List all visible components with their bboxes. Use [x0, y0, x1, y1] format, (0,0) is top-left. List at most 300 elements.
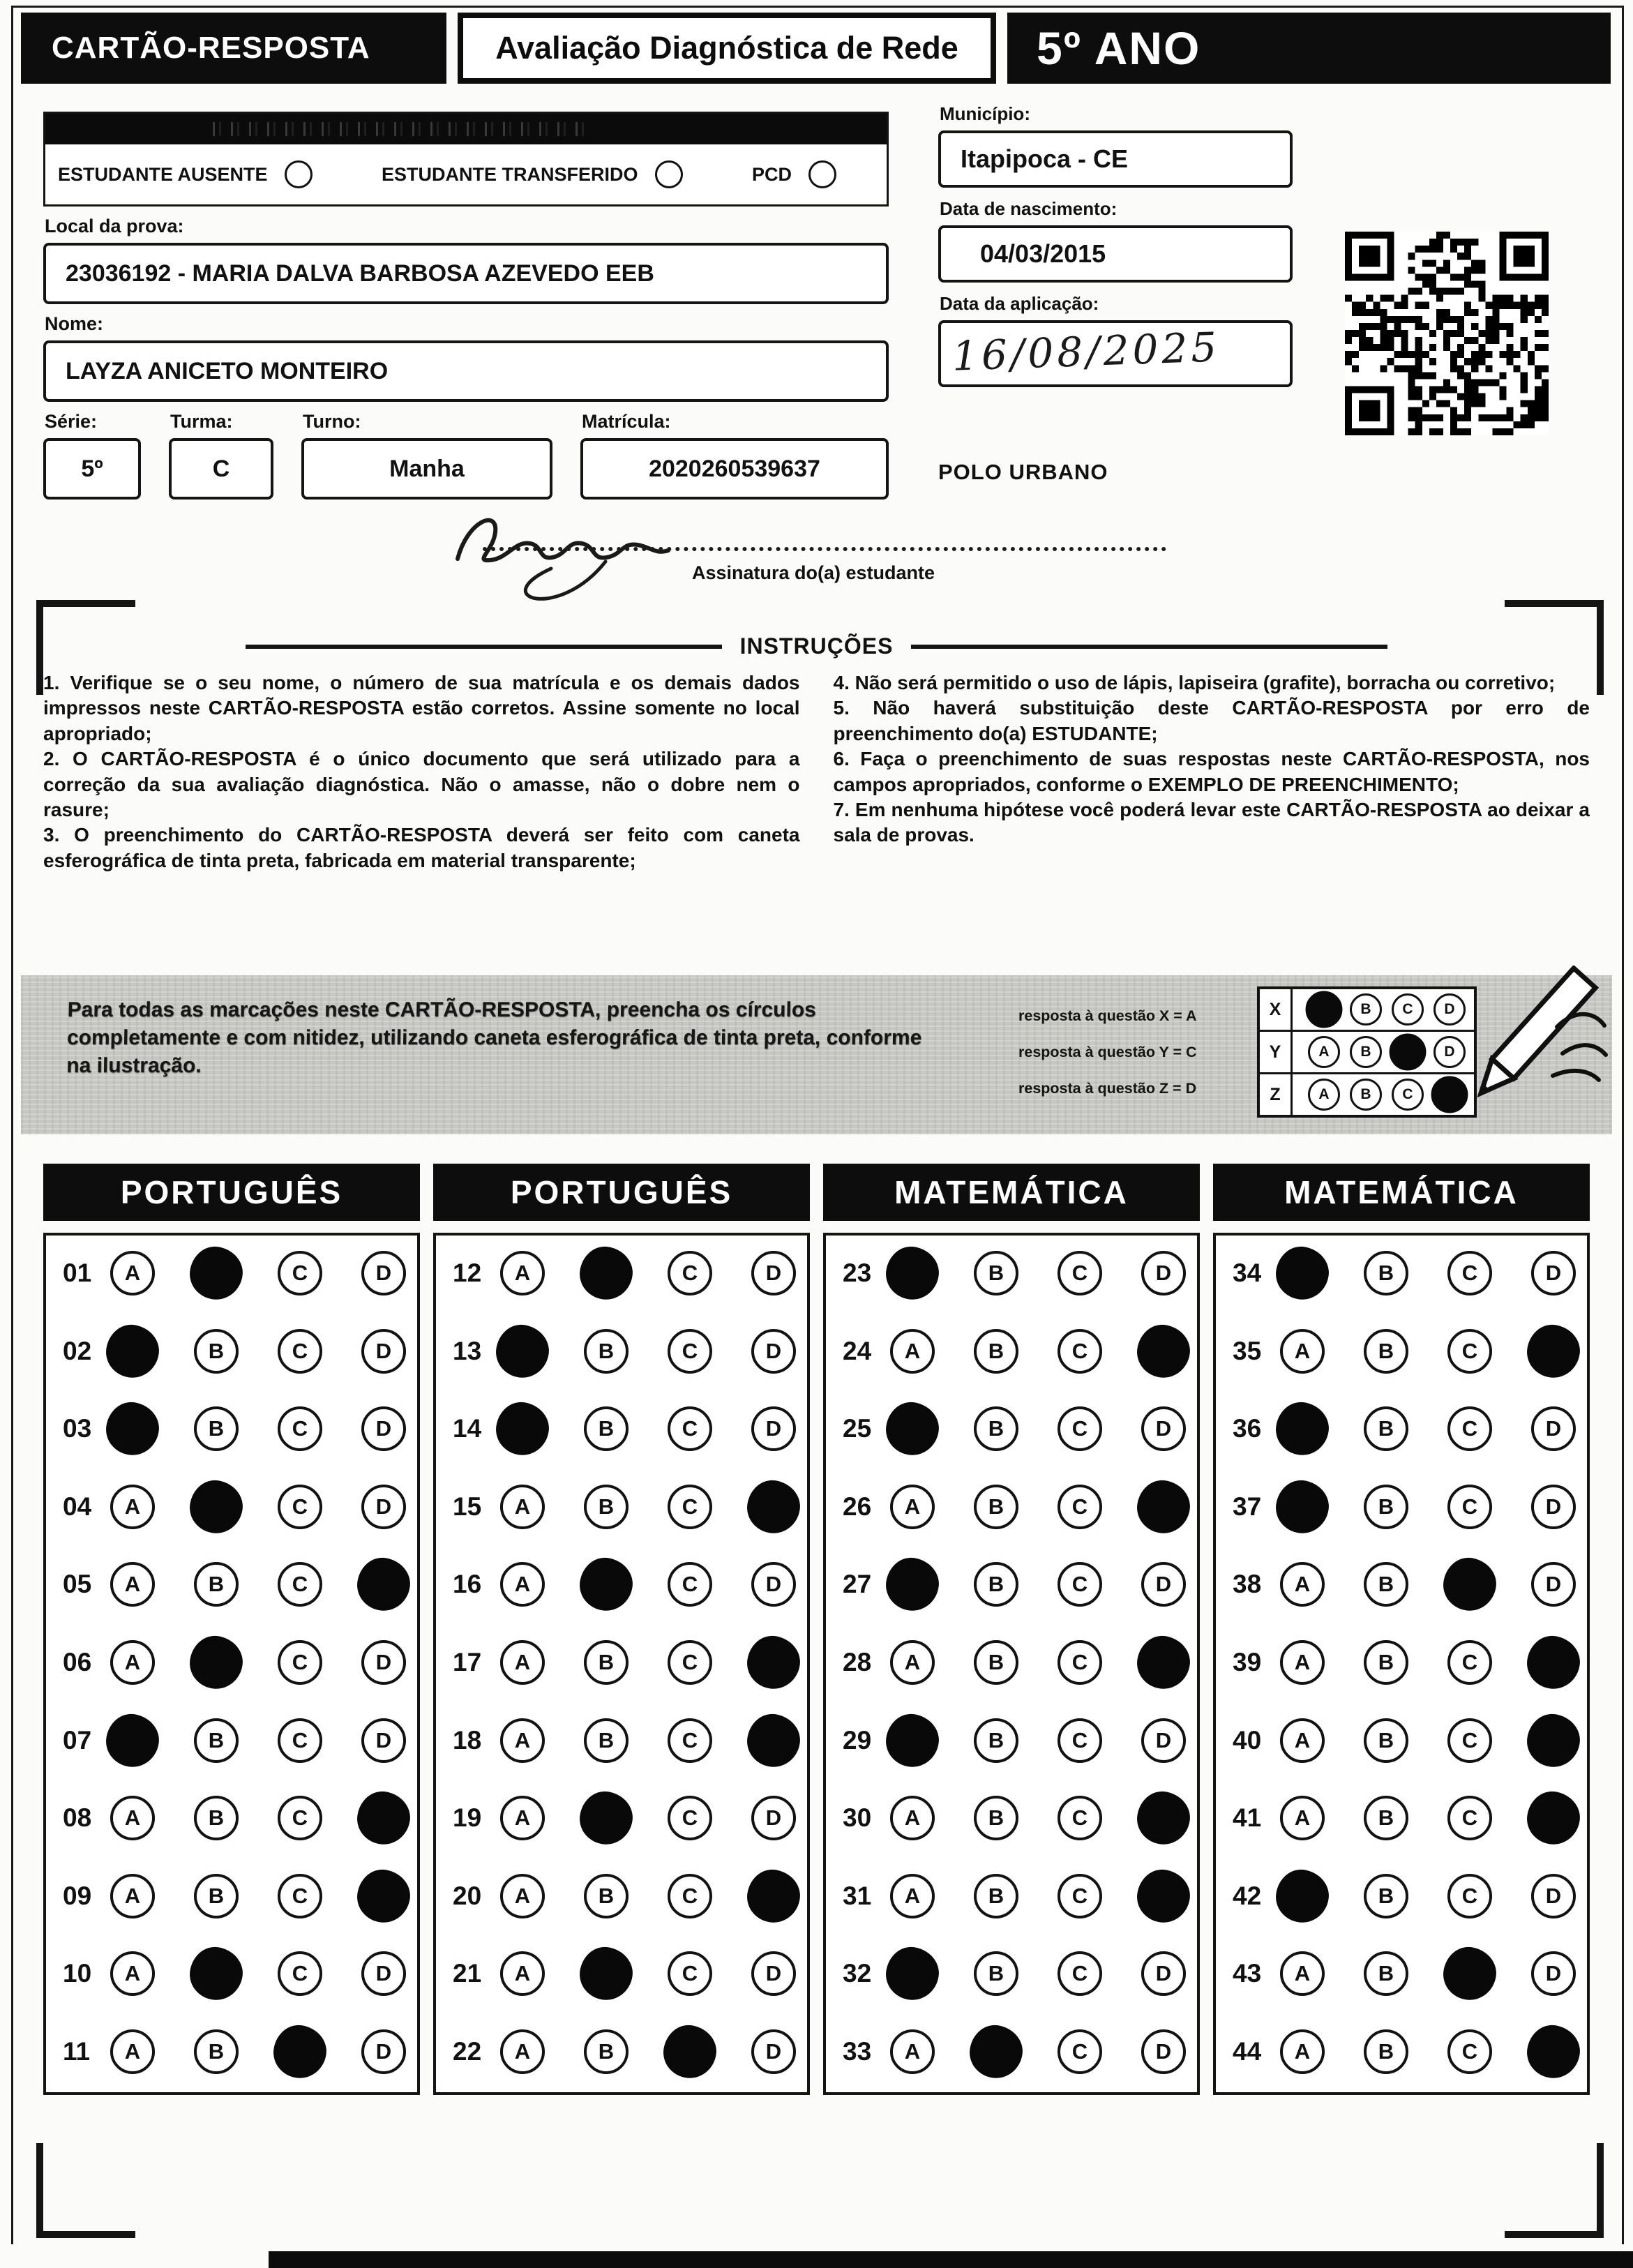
bubble-22-A[interactable]: A	[500, 2029, 545, 2074]
bubble-25-D[interactable]: D	[1141, 1406, 1186, 1451]
bubble-32-D[interactable]: D	[1141, 1951, 1186, 1996]
bubble-18-B[interactable]: B	[584, 1718, 629, 1763]
bubble-20-D[interactable]	[744, 1866, 803, 1925]
question-number: 44	[1233, 2036, 1262, 2066]
bubble-35-D[interactable]	[1523, 1321, 1583, 1381]
bubble-03-A[interactable]	[103, 1399, 162, 1459]
instructions-title: INSTRUÇÕES	[739, 633, 894, 659]
answer-row-07	[46, 1718, 417, 1763]
bubble-35-B[interactable]: B	[1364, 1329, 1408, 1374]
bubble-37-A[interactable]	[1272, 1477, 1332, 1536]
answer-row-09	[46, 1874, 417, 1918]
bubble-19-C[interactable]: C	[668, 1796, 712, 1840]
bubble-05-B[interactable]: B	[194, 1562, 239, 1607]
bubble-23-C[interactable]: C	[1058, 1251, 1102, 1296]
answer-column-3	[823, 1164, 1200, 2095]
bubble-13-A[interactable]	[492, 1321, 552, 1381]
bubble-17-B[interactable]: B	[584, 1640, 629, 1685]
bubble-11-C[interactable]	[270, 2022, 329, 2081]
question-number: 18	[453, 1725, 482, 1755]
pen-illustration	[1410, 966, 1620, 1148]
exam-title: Avaliação Diagnóstica de Rede	[458, 13, 996, 84]
question-number: 25	[843, 1414, 872, 1443]
answer-row-16	[436, 1562, 807, 1607]
bubble-17-D[interactable]	[744, 1632, 803, 1692]
bubble-31-B[interactable]: B	[974, 1874, 1018, 1918]
bubble-05-A[interactable]: A	[110, 1562, 155, 1607]
serie-field	[43, 438, 141, 500]
bubble-04-D[interactable]: D	[361, 1485, 406, 1529]
answer-row-34	[1216, 1251, 1587, 1296]
bubble-40-B[interactable]: B	[1364, 1718, 1408, 1763]
bubble-12-A[interactable]: A	[500, 1251, 545, 1296]
question-number: 16	[453, 1570, 482, 1599]
bubble-05-D[interactable]	[354, 1555, 413, 1614]
bubble-21-B[interactable]	[576, 1944, 635, 2004]
question-number: 19	[453, 1803, 482, 1833]
bubble-01-C[interactable]: C	[278, 1251, 322, 1296]
status-option-label: ESTUDANTE AUSENTE	[58, 163, 268, 185]
bubble-09-C[interactable]: C	[278, 1874, 322, 1918]
bubble-32-A[interactable]	[882, 1944, 942, 2004]
bubble-05-C[interactable]: C	[278, 1562, 322, 1607]
bubble-34-A[interactable]	[1272, 1243, 1332, 1302]
serie-value: 5º	[81, 455, 103, 482]
bubble-33-A[interactable]: A	[890, 2029, 935, 2074]
bubble-38-B[interactable]: B	[1364, 1562, 1408, 1607]
example-bubble-Y-A: A	[1308, 1036, 1340, 1068]
bubble-29-C[interactable]: C	[1058, 1718, 1102, 1763]
bubble-43-C[interactable]	[1440, 1944, 1499, 2004]
bubble-43-D[interactable]: D	[1531, 1951, 1576, 1996]
example-answer-label: resposta à questão Y = C	[1018, 1044, 1197, 1060]
bubble-30-A[interactable]: A	[890, 1796, 935, 1840]
answer-row-41	[1216, 1796, 1587, 1840]
fill-notice-band	[21, 975, 1612, 1134]
bubble-16-B[interactable]	[576, 1555, 635, 1614]
bubble-09-D[interactable]	[354, 1866, 413, 1925]
question-number: 26	[843, 1492, 872, 1521]
bubble-44-A[interactable]: A	[1280, 2029, 1325, 2074]
bubble-41-B[interactable]: B	[1364, 1796, 1408, 1840]
answer-row-12	[436, 1251, 807, 1296]
bubble-43-B[interactable]: B	[1364, 1951, 1408, 1996]
bubble-10-D[interactable]: D	[361, 1951, 406, 1996]
bubble-44-C[interactable]: C	[1447, 2029, 1492, 2074]
bubble-18-D[interactable]	[744, 1711, 803, 1770]
fill-notice-text: Para todas as marcações neste CARTÃO-RESPOSTA, preencha os círculos completamente e com nitidez, utilizando caneta esferográfica de tinta preta, conforme na ilustração.	[66, 998, 922, 1077]
bubble-43-A[interactable]: A	[1280, 1951, 1325, 1996]
bubble-21-A[interactable]: A	[500, 1951, 545, 1996]
bubble-40-D[interactable]	[1523, 1711, 1583, 1770]
class-info-row	[43, 402, 889, 500]
status-option-circle[interactable]	[655, 160, 683, 188]
bubble-37-B[interactable]: B	[1364, 1485, 1408, 1529]
question-number: 36	[1233, 1414, 1262, 1443]
bubble-19-A[interactable]: A	[500, 1796, 545, 1840]
instructions-right-column	[834, 670, 1590, 873]
bubble-17-A[interactable]: A	[500, 1640, 545, 1685]
bubble-27-D[interactable]: D	[1141, 1562, 1186, 1607]
bubble-27-A[interactable]	[882, 1555, 942, 1614]
bubble-33-D[interactable]: D	[1141, 2029, 1186, 2074]
bubble-41-D[interactable]	[1523, 1789, 1583, 1848]
question-number: 23	[843, 1259, 872, 1287]
question-number: 30	[843, 1803, 872, 1833]
bubble-26-D[interactable]	[1134, 1477, 1193, 1536]
bubble-21-D[interactable]: D	[751, 1951, 796, 1996]
bubble-11-D[interactable]: D	[361, 2029, 406, 2074]
bubble-08-C[interactable]: C	[278, 1796, 322, 1840]
local-field	[43, 243, 889, 304]
answer-row-14	[436, 1406, 807, 1451]
bubble-07-A[interactable]	[103, 1711, 162, 1770]
bubble-04-C[interactable]: C	[278, 1485, 322, 1529]
bubble-24-D[interactable]	[1134, 1321, 1193, 1381]
instruction-item: 6. Faça o preenchimento de suas respostas neste CARTÃO-RESPOSTA, nos campos apropriados, conforme o EXEMPLO DE PREENCHIMENTO;	[833, 748, 1590, 795]
bubble-35-C[interactable]: C	[1447, 1329, 1492, 1374]
bubble-08-A[interactable]: A	[110, 1796, 155, 1840]
bubble-15-C[interactable]: C	[668, 1485, 712, 1529]
bubble-23-D[interactable]: D	[1141, 1251, 1186, 1296]
bubble-28-D[interactable]	[1134, 1632, 1193, 1692]
bubble-32-B[interactable]: B	[974, 1951, 1018, 1996]
answer-row-19	[436, 1796, 807, 1840]
bubble-28-A[interactable]: A	[890, 1640, 935, 1685]
student-signature	[446, 497, 698, 622]
answer-row-31	[826, 1874, 1197, 1918]
bubble-30-D[interactable]	[1134, 1789, 1193, 1848]
subject-header: PORTUGUÊS	[43, 1164, 420, 1221]
example-row-letter: Y	[1260, 1032, 1293, 1072]
bubble-35-A[interactable]: A	[1280, 1329, 1325, 1374]
status-option-circle[interactable]	[808, 160, 836, 188]
subject-header: PORTUGUÊS	[433, 1164, 810, 1221]
bubble-16-D[interactable]: D	[751, 1562, 796, 1607]
bubble-26-A[interactable]: A	[890, 1485, 935, 1529]
answer-row-35	[1216, 1329, 1587, 1374]
answer-row-18	[436, 1718, 807, 1763]
bubble-29-D[interactable]: D	[1141, 1718, 1186, 1763]
exam-info-panel	[938, 103, 1293, 485]
bubble-01-D[interactable]: D	[361, 1251, 406, 1296]
bubble-12-B[interactable]	[576, 1243, 635, 1302]
example-answer-label: resposta à questão X = A	[1018, 1007, 1197, 1024]
turno-label: Turno:	[303, 411, 361, 432]
bubble-13-B[interactable]: B	[584, 1329, 629, 1374]
bubble-34-C[interactable]: C	[1447, 1251, 1492, 1296]
example-bubble-Y-D: D	[1433, 1036, 1466, 1068]
serie-label: Série:	[45, 411, 98, 432]
bubble-20-A[interactable]: A	[500, 1874, 545, 1918]
bubble-06-D[interactable]: D	[361, 1640, 406, 1685]
matricula-label: Matrícula:	[582, 411, 671, 432]
local-value: 23036192 - MARIA DALVA BARBOSA AZEVEDO EEB	[66, 260, 654, 287]
question-number: 34	[1233, 1259, 1262, 1287]
bubble-25-C[interactable]: C	[1058, 1406, 1102, 1451]
answer-row-05	[46, 1562, 417, 1607]
bubble-37-C[interactable]: C	[1447, 1485, 1492, 1529]
bubble-27-C[interactable]: C	[1058, 1562, 1102, 1607]
bubble-36-C[interactable]: C	[1447, 1406, 1492, 1451]
subject-header: MATEMÁTICA	[1213, 1164, 1590, 1221]
instructions-title-row	[43, 633, 1590, 659]
bubble-16-A[interactable]: A	[500, 1562, 545, 1607]
answer-row-04	[46, 1485, 417, 1529]
question-number: 05	[63, 1570, 92, 1599]
example-answer-label: resposta à questão Z = D	[1018, 1080, 1197, 1097]
question-number: 41	[1233, 1803, 1262, 1833]
bubble-01-B[interactable]	[186, 1243, 246, 1302]
bubble-24-B[interactable]: B	[974, 1329, 1018, 1374]
bubble-07-D[interactable]: D	[361, 1718, 406, 1763]
bubble-26-B[interactable]: B	[974, 1485, 1018, 1529]
bubble-06-B[interactable]	[186, 1632, 246, 1692]
bubble-07-B[interactable]: B	[194, 1718, 239, 1763]
answer-grid	[1213, 1233, 1590, 2095]
answer-row-43	[1216, 1951, 1587, 1996]
question-number: 04	[63, 1492, 92, 1521]
header	[21, 13, 1611, 84]
bubble-04-B[interactable]	[186, 1477, 246, 1536]
qr-code	[1345, 232, 1549, 435]
matricula-field	[580, 438, 889, 500]
question-number: 08	[63, 1803, 92, 1833]
bubble-07-C[interactable]: C	[278, 1718, 322, 1763]
bubble-24-A[interactable]: A	[890, 1329, 935, 1374]
bubble-23-A[interactable]	[882, 1243, 942, 1302]
example-bubble-Z-A: A	[1308, 1079, 1340, 1111]
bubble-10-B[interactable]	[186, 1944, 246, 2004]
bubble-30-C[interactable]: C	[1058, 1796, 1102, 1840]
bubble-02-C[interactable]: C	[278, 1329, 322, 1374]
question-number: 37	[1233, 1492, 1262, 1521]
bubble-22-C[interactable]	[660, 2022, 719, 2081]
answer-row-11	[46, 2029, 417, 2074]
bubble-02-D[interactable]: D	[361, 1329, 406, 1374]
bubble-31-A[interactable]: A	[890, 1874, 935, 1918]
title-rule-right	[911, 645, 1387, 649]
student-panel	[43, 112, 889, 500]
answer-row-40	[1216, 1718, 1587, 1763]
nome-field	[43, 340, 889, 402]
polo-label: POLO URBANO	[938, 460, 1108, 484]
question-number: 12	[453, 1259, 482, 1287]
question-number: 02	[63, 1336, 92, 1365]
bubble-15-D[interactable]	[744, 1477, 803, 1536]
bubble-19-B[interactable]	[576, 1789, 635, 1848]
status-options	[45, 144, 887, 204]
bubble-10-C[interactable]: C	[278, 1951, 322, 1996]
bubble-02-A[interactable]	[103, 1321, 162, 1381]
question-number: 14	[453, 1414, 482, 1443]
bubble-04-A[interactable]: A	[110, 1485, 155, 1529]
bubble-44-D[interactable]	[1523, 2022, 1583, 2081]
bubble-18-C[interactable]: C	[668, 1718, 712, 1763]
bubble-25-B[interactable]: B	[974, 1406, 1018, 1451]
card-title: CARTÃO-RESPOSTA	[21, 13, 446, 84]
question-number: 27	[843, 1570, 872, 1599]
question-number: 22	[453, 2036, 482, 2066]
bubble-42-D[interactable]: D	[1531, 1874, 1576, 1918]
answer-row-21	[436, 1951, 807, 1996]
bubble-31-C[interactable]: C	[1058, 1874, 1102, 1918]
bubble-38-C[interactable]	[1440, 1555, 1499, 1614]
answer-row-38	[1216, 1562, 1587, 1607]
question-number: 21	[453, 1959, 482, 1988]
municipio-label: Município:	[940, 103, 1030, 124]
bubble-19-D[interactable]: D	[751, 1796, 796, 1840]
bubble-16-C[interactable]: C	[668, 1562, 712, 1607]
status-option-2	[382, 160, 683, 188]
question-number: 40	[1233, 1725, 1262, 1755]
bubble-10-A[interactable]: A	[110, 1951, 155, 1996]
matricula-value: 2020260539637	[649, 455, 820, 482]
example-answer-labels	[1018, 998, 1197, 1106]
answer-row-26	[826, 1485, 1197, 1529]
bubble-22-B[interactable]: B	[584, 2029, 629, 2074]
example-bubble-X-D: D	[1433, 993, 1466, 1026]
bubble-39-B[interactable]: B	[1364, 1640, 1408, 1685]
question-number: 07	[63, 1725, 92, 1755]
nome-label: Nome:	[45, 313, 104, 334]
bubble-40-A[interactable]: A	[1280, 1718, 1325, 1763]
bubble-17-C[interactable]: C	[668, 1640, 712, 1685]
bubble-33-B[interactable]	[966, 2022, 1025, 2081]
bubble-03-B[interactable]: B	[194, 1406, 239, 1451]
answer-row-23	[826, 1251, 1197, 1296]
bubble-02-B[interactable]: B	[194, 1329, 239, 1374]
bubble-01-A[interactable]: A	[110, 1251, 155, 1296]
bubble-36-D[interactable]: D	[1531, 1406, 1576, 1451]
bubble-06-C[interactable]: C	[278, 1640, 322, 1685]
bubble-08-D[interactable]	[354, 1789, 413, 1848]
bubble-39-A[interactable]: A	[1280, 1640, 1325, 1685]
bubble-15-B[interactable]: B	[584, 1485, 629, 1529]
bubble-23-B[interactable]: B	[974, 1251, 1018, 1296]
bubble-12-D[interactable]: D	[751, 1251, 796, 1296]
bubble-14-A[interactable]	[492, 1399, 552, 1459]
bubble-18-A[interactable]: A	[500, 1718, 545, 1763]
bubble-06-A[interactable]: A	[110, 1640, 155, 1685]
bubble-38-A[interactable]: A	[1280, 1562, 1325, 1607]
bubble-42-B[interactable]: B	[1364, 1874, 1408, 1918]
bubble-29-A[interactable]	[882, 1711, 942, 1770]
bubble-30-B[interactable]: B	[974, 1796, 1018, 1840]
answer-sheet	[43, 1164, 1590, 2095]
nascimento-label: Data de nascimento:	[940, 198, 1117, 219]
answer-row-42	[1216, 1874, 1587, 1918]
bubble-25-A[interactable]	[882, 1399, 942, 1459]
status-box	[43, 112, 889, 206]
answer-row-01	[46, 1251, 417, 1296]
example-row-letter: X	[1260, 989, 1293, 1030]
bubble-37-D[interactable]: D	[1531, 1485, 1576, 1529]
bubble-08-B[interactable]: B	[194, 1796, 239, 1840]
bubble-40-C[interactable]: C	[1447, 1718, 1492, 1763]
bubble-28-B[interactable]: B	[974, 1640, 1018, 1685]
bubble-14-D[interactable]: D	[751, 1406, 796, 1451]
bubble-09-B[interactable]: B	[194, 1874, 239, 1918]
bubble-14-C[interactable]: C	[668, 1406, 712, 1451]
question-number: 28	[843, 1647, 872, 1676]
bubble-41-C[interactable]: C	[1447, 1796, 1492, 1840]
bubble-36-A[interactable]	[1272, 1399, 1332, 1459]
bubble-21-C[interactable]: C	[668, 1951, 712, 1996]
bubble-31-D[interactable]	[1134, 1866, 1193, 1925]
bubble-13-C[interactable]: C	[668, 1329, 712, 1374]
answer-row-08	[46, 1796, 417, 1840]
question-number: 43	[1233, 1959, 1262, 1988]
status-option-circle[interactable]	[285, 160, 313, 188]
bubble-38-D[interactable]: D	[1531, 1562, 1576, 1607]
municipio-value: Itapipoca - CE	[961, 144, 1129, 173]
answer-row-33	[826, 2029, 1197, 2074]
bubble-41-A[interactable]: A	[1280, 1796, 1325, 1840]
nome-value: LAYZA ANICETO MONTEIRO	[66, 357, 389, 384]
bubble-44-B[interactable]: B	[1364, 2029, 1408, 2074]
bubble-33-C[interactable]: C	[1058, 2029, 1102, 2074]
answer-row-02	[46, 1329, 417, 1374]
registration-mark-bottom-right	[1505, 2143, 1604, 2238]
bubble-34-B[interactable]: B	[1364, 1251, 1408, 1296]
bubble-09-A[interactable]: A	[110, 1874, 155, 1918]
status-option-label: PCD	[751, 163, 792, 185]
answer-grid	[43, 1233, 420, 2095]
answer-grid	[823, 1233, 1200, 2095]
bubble-39-D[interactable]	[1523, 1632, 1583, 1692]
local-label: Local da prova:	[45, 216, 184, 236]
subject-header: MATEMÁTICA	[823, 1164, 1200, 1221]
bubble-14-B[interactable]: B	[584, 1406, 629, 1451]
question-number: 03	[63, 1414, 92, 1443]
bubble-34-D[interactable]: D	[1531, 1251, 1576, 1296]
answer-row-20	[436, 1874, 807, 1918]
bubble-22-D[interactable]: D	[751, 2029, 796, 2074]
grade-badge: 5º ANO	[1007, 13, 1611, 84]
bubble-15-A[interactable]: A	[500, 1485, 545, 1529]
bubble-26-C[interactable]: C	[1058, 1485, 1102, 1529]
question-number: 09	[63, 1881, 92, 1910]
bubble-03-D[interactable]: D	[361, 1406, 406, 1451]
bubble-27-B[interactable]: B	[974, 1562, 1018, 1607]
bubble-42-A[interactable]	[1272, 1866, 1332, 1925]
instruction-item: 1. Verifique se o seu nome, o número de sua matrícula e os demais dados impressos neste CARTÃO-RESPOSTA estão corretos. Assine somente no local apropriado;	[43, 672, 800, 744]
answer-row-25	[826, 1406, 1197, 1451]
instruction-item: 5. Não haverá substituição deste CARTÃO-RESPOSTA por erro de preenchimento do(a) ESTUDANTE;	[833, 697, 1590, 744]
question-number: 42	[1233, 1881, 1262, 1910]
bubble-13-D[interactable]: D	[751, 1329, 796, 1374]
bubble-03-C[interactable]: C	[278, 1406, 322, 1451]
bubble-20-B[interactable]: B	[584, 1874, 629, 1918]
turma-value: C	[212, 455, 230, 482]
bubble-11-A[interactable]: A	[110, 2029, 155, 2074]
bubble-42-C[interactable]: C	[1447, 1874, 1492, 1918]
bubble-32-C[interactable]: C	[1058, 1951, 1102, 1996]
bubble-29-B[interactable]: B	[974, 1718, 1018, 1763]
bubble-20-C[interactable]: C	[668, 1874, 712, 1918]
answer-row-10	[46, 1951, 417, 1996]
question-number: 31	[843, 1881, 872, 1910]
bubble-36-B[interactable]: B	[1364, 1406, 1408, 1451]
bubble-12-C[interactable]: C	[668, 1251, 712, 1296]
bubble-39-C[interactable]: C	[1447, 1640, 1492, 1685]
bubble-28-C[interactable]: C	[1058, 1640, 1102, 1685]
bubble-11-B[interactable]: B	[194, 2029, 239, 2074]
bubble-24-C[interactable]: C	[1058, 1329, 1102, 1374]
question-number: 17	[453, 1647, 482, 1676]
aplicacao-value-handwritten: 16/08/2025	[951, 323, 1221, 380]
